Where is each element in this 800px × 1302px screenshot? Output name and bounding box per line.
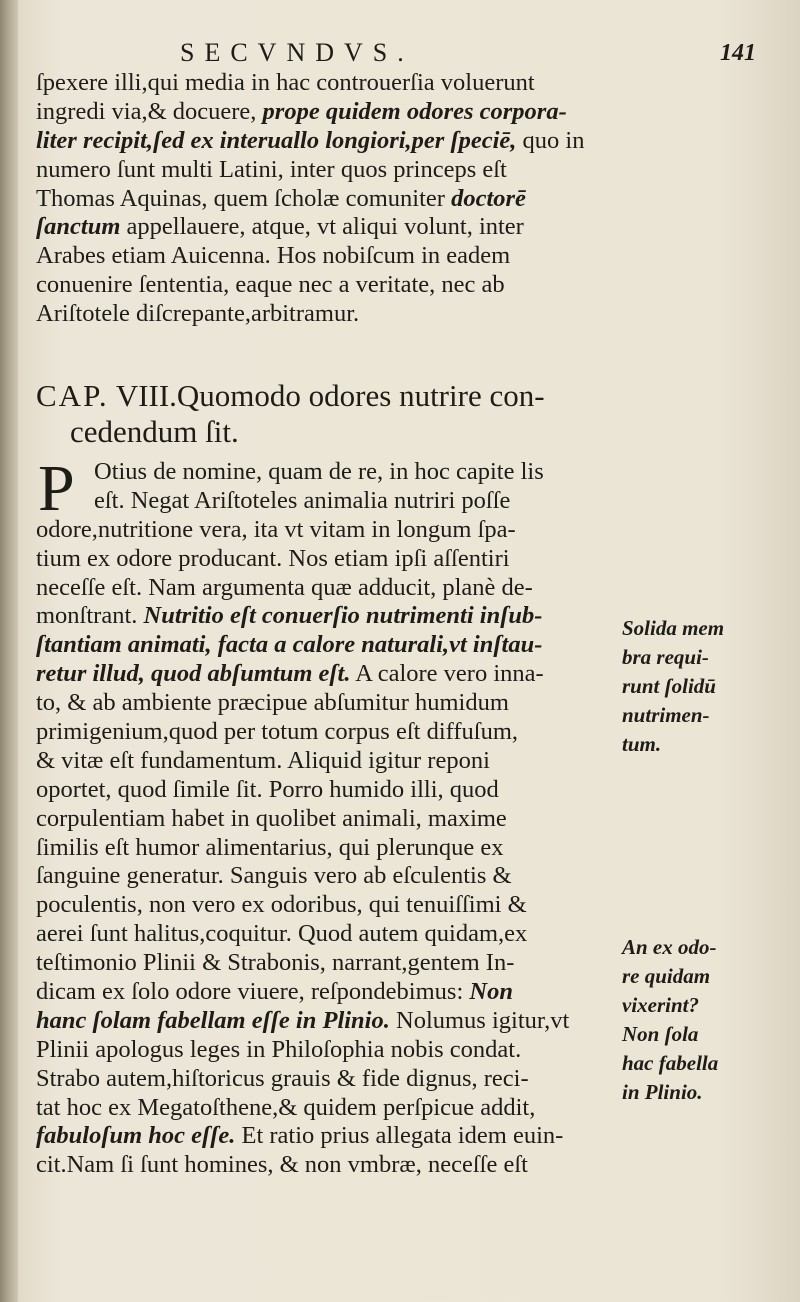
roman-text: eſt. Negat Ariſtoteles animalia nutriri poſſe — [94, 486, 511, 514]
text-line — [36, 747, 606, 776]
roman-text: aerei ſunt halitus,coquitur. Quod autem quidam,ex — [36, 920, 528, 948]
italic-text: ſanctum — [36, 213, 121, 241]
paragraph-opening — [36, 69, 606, 329]
roman-text: A calore vero inna- — [350, 660, 544, 688]
text-line — [36, 631, 606, 660]
book-binding-edge — [0, 0, 18, 1302]
roman-text: primigenium,quod per totum corpus eſt diffuſum, — [36, 718, 518, 746]
italic-text: fabuloſum hoc eſſe. — [36, 1122, 236, 1150]
roman-text: to, & ab ambiente præcipue abſumitur humidum — [36, 689, 509, 717]
italic-text: Non — [469, 978, 513, 1006]
marginal-note-line: An ex odo- — [622, 935, 717, 959]
text-line — [36, 891, 606, 920]
marginal-note-line: tum. — [622, 731, 662, 756]
text-line — [36, 978, 606, 1007]
roman-text: numero ſunt multi Latini, inter quos princeps eſt — [36, 155, 507, 183]
text-line — [36, 1007, 606, 1036]
roman-text: conuenire ſententia, eaque nec a veritate, nec ab — [36, 271, 505, 299]
chapter-title-line-1: VIII.Quomodo odores nutrire con- — [108, 378, 545, 413]
roman-text: Et ratio prius allegata idem euin- — [235, 1122, 564, 1150]
roman-text: quo in — [516, 126, 585, 154]
roman-text: tat hoc ex Megatoſthene,& quidem perſpicue addit, — [36, 1093, 536, 1121]
italic-text: prope quidem odores corpora- — [262, 97, 567, 125]
roman-text: ſimilis eſt humor alimentarius, qui plerunque ex — [36, 833, 504, 861]
roman-text: Ariſtotele diſcrepante,arbitramur. — [36, 300, 360, 328]
marginal-note-solida — [622, 614, 792, 759]
text-line — [36, 516, 606, 545]
text-line — [36, 1151, 606, 1180]
chapter-cap-label: CAP. — [36, 378, 109, 413]
marginal-note-line: bra requi- — [622, 644, 709, 669]
marginal-note-line: runt ſolidū — [622, 673, 716, 698]
roman-text: oportet, quod ſimile ſit. Porro humido illi, quod — [36, 775, 499, 803]
text-line — [36, 185, 606, 214]
text-line — [36, 487, 606, 516]
text-line — [36, 920, 606, 949]
roman-text: poculentis, non vero ex odoribus, qui tenuiſſimi & — [36, 891, 527, 919]
marginal-note-line: re quidam — [622, 963, 711, 988]
roman-text: appellauere, atque, vt aliqui volunt, inter — [120, 213, 524, 241]
italic-text: ſtantiam animati, facta a calore naturali,vt inſtau- — [36, 631, 543, 659]
marginal-note-line: Solida mem — [622, 616, 725, 640]
text-line — [36, 862, 606, 891]
marginal-note-line: Non ſola — [622, 1022, 699, 1046]
roman-text: dicam ex ſolo odore viuere, reſpondebimus: — [36, 978, 470, 1006]
chapter-title-line-2: cedendum ſit. — [70, 414, 239, 449]
text-line — [36, 718, 606, 747]
text-line — [36, 776, 606, 805]
roman-text: ingredi via,& docuere, — [36, 97, 263, 125]
text-line — [36, 1065, 606, 1094]
text-line — [36, 949, 606, 978]
text-line — [36, 242, 606, 271]
roman-text: monſtrant. — [36, 602, 144, 630]
text-line — [36, 69, 606, 98]
italic-text: Nutritio eſt conuerſio nutrimenti inſub- — [143, 602, 543, 630]
roman-text: corpulentiam habet in quolibet animali, maxime — [36, 804, 507, 832]
roman-text: Nolumus igitur,vt — [389, 1006, 570, 1034]
text-line — [36, 602, 606, 631]
chapter-body — [36, 452, 606, 1180]
text-line — [36, 1094, 606, 1123]
marginal-note-line: vixerint? — [622, 992, 699, 1017]
text-line — [36, 458, 606, 487]
italic-text: liter recipit,ſed ex interuallo longiori,per ſpeciē, — [36, 126, 517, 154]
roman-text: Arabes etiam Auicenna. Hos nobiſcum in eadem — [36, 242, 511, 270]
roman-text: & vitæ eſt fundamentum. Aliquid igitur reponi — [36, 746, 490, 774]
italic-text: hanc ſolam fabellam eſſe in Plinio. — [36, 1006, 390, 1034]
marginal-note-plinio — [622, 1020, 792, 1107]
roman-text: Thomas Aquinas, quem ſcholæ comuniter — [36, 184, 452, 212]
text-line — [36, 574, 606, 603]
text-line — [36, 127, 606, 156]
marginal-note-line: hac fabella — [622, 1050, 719, 1075]
text-line — [36, 1122, 606, 1151]
text-line — [36, 834, 606, 863]
marginal-note-line: nutrimen- — [622, 702, 710, 727]
text-line — [36, 98, 606, 127]
text-line — [36, 689, 606, 718]
text-line — [36, 271, 606, 300]
italic-text: retur illud, quod abſumtum eſt. — [36, 660, 351, 688]
marginal-note-line: in Plinio. — [622, 1079, 703, 1104]
text-line — [36, 805, 606, 834]
text-line — [36, 1036, 606, 1065]
running-head: SECVNDVS. — [180, 38, 414, 67]
roman-text: Plinii apologus leges in Philoſophia nobis condat. — [36, 1035, 522, 1063]
roman-text: tium ex odore producant. Nos etiam ipſi aſſentiri — [36, 544, 510, 572]
roman-text: neceſſe eſt. Nam argumenta quæ adducit, planè de- — [36, 573, 533, 601]
text-line — [36, 660, 606, 689]
drop-cap: P — [38, 452, 75, 525]
roman-text: odore,nutritione vera, ita vt vitam in longum ſpa- — [36, 515, 516, 543]
text-line — [36, 213, 606, 242]
roman-text: Otius de nomine, quam de re, in hoc capite lis — [94, 458, 544, 485]
text-line — [36, 300, 606, 329]
page-number: 141 — [720, 40, 756, 66]
text-line — [36, 156, 606, 185]
marginal-note-odore — [622, 933, 792, 1020]
roman-text: Strabo autem,hiſtoricus grauis & fide dignus, reci- — [36, 1064, 529, 1092]
text-line — [36, 545, 606, 574]
roman-text: teſtimonio Plinii & Strabonis, narrant,gentem In- — [36, 949, 515, 977]
roman-text: ſanguine generatur. Sanguis vero ab eſculentis & — [36, 862, 512, 890]
roman-text: ſpexere illi,qui media in hac controuerſia voluerunt — [36, 69, 535, 96]
italic-text: doctorē — [451, 184, 526, 212]
chapter-heading — [36, 378, 636, 450]
roman-text: cit.Nam ſi ſunt homines, & non vmbræ, neceſſe eſt — [36, 1151, 528, 1179]
